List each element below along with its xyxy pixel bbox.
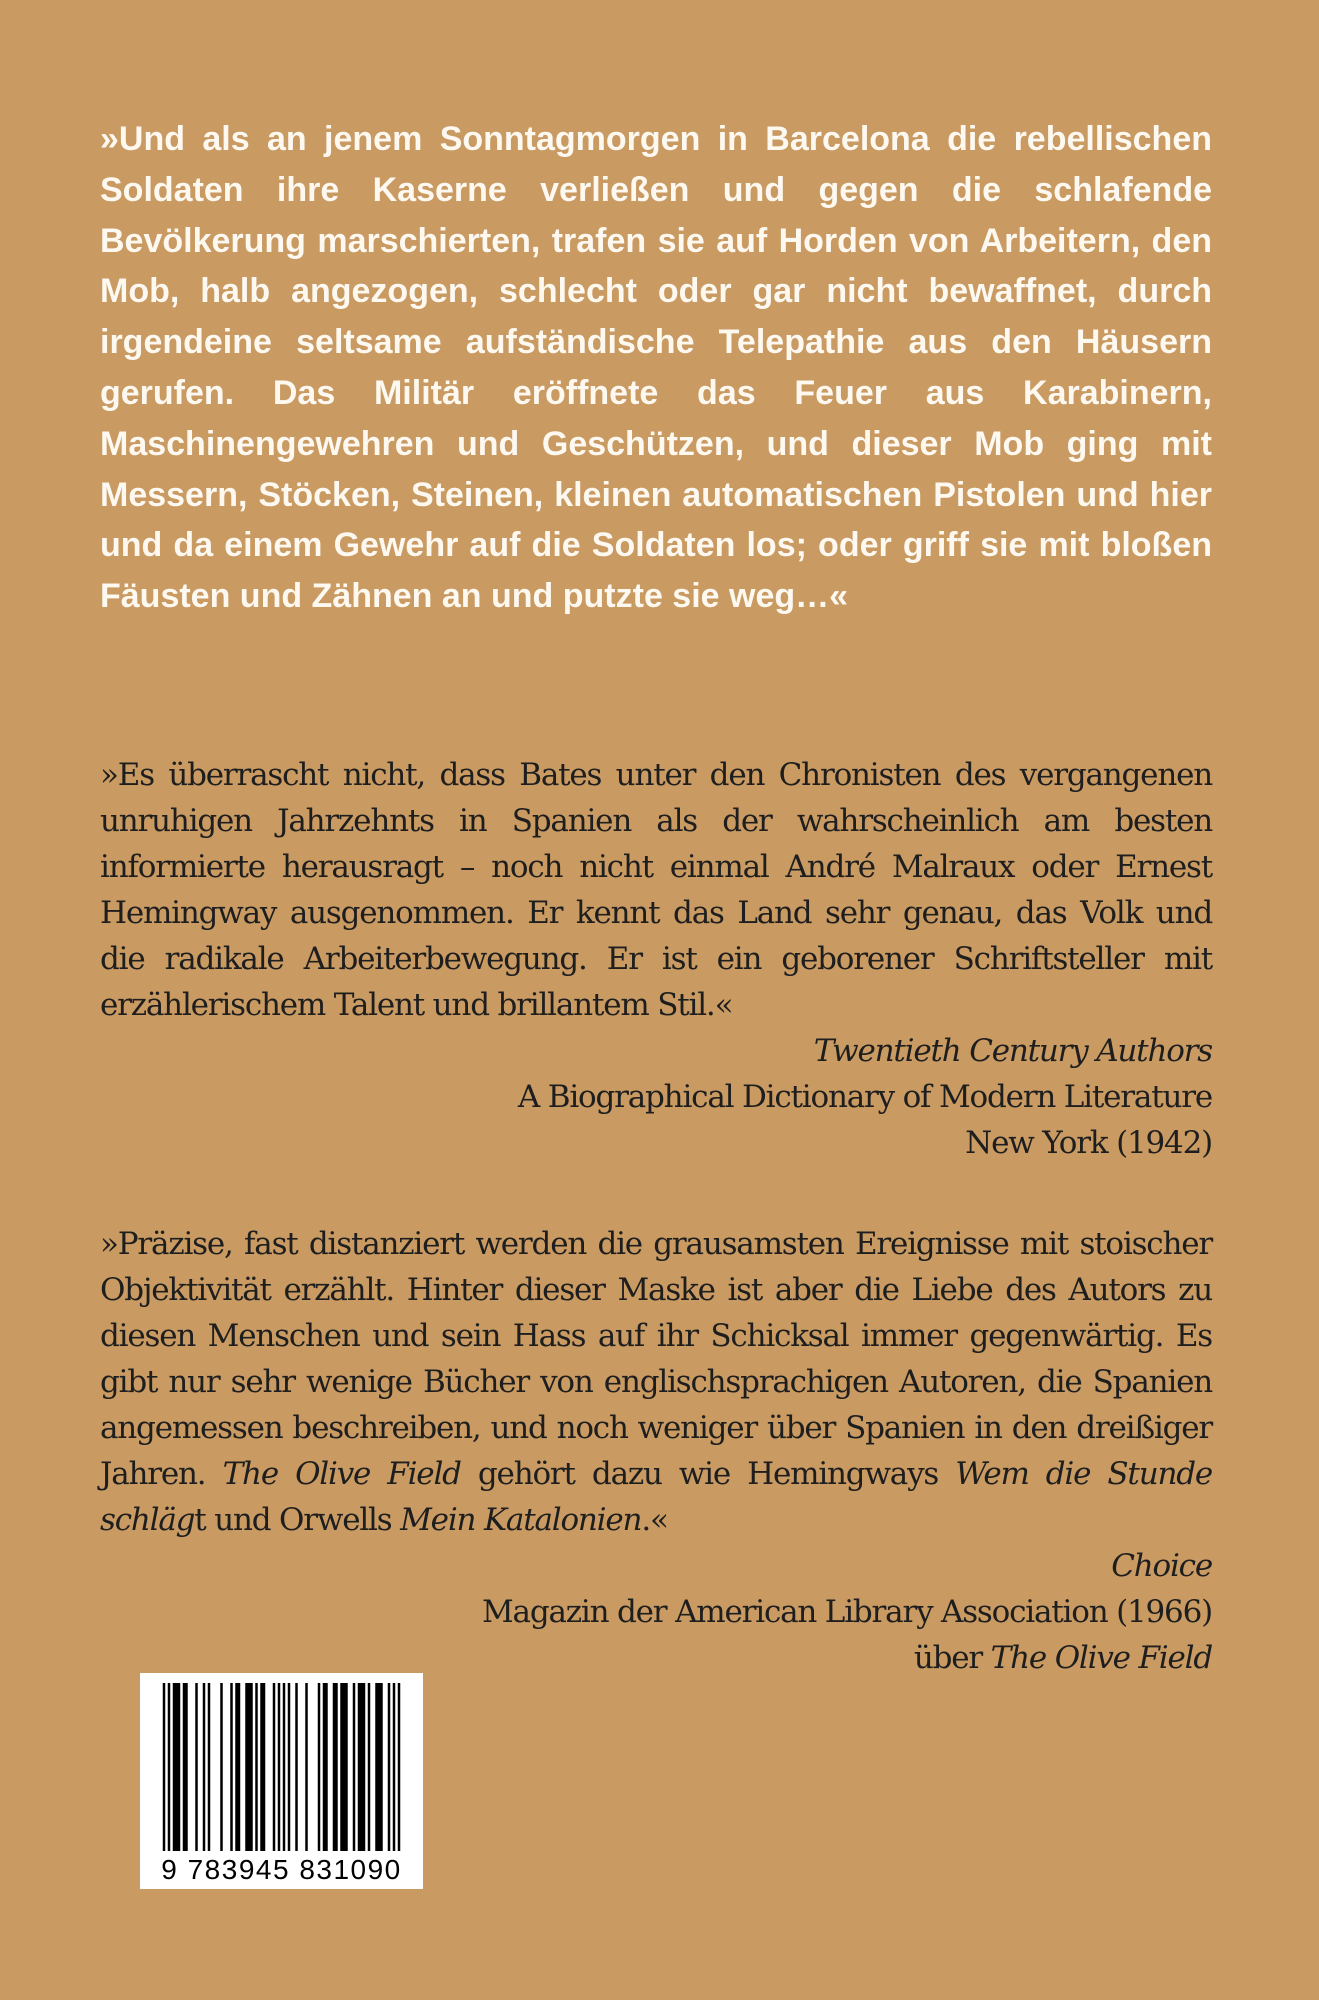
barcode-bar: [260, 1683, 265, 1851]
barcode-bar: [305, 1683, 308, 1851]
source-title: Choice: [1111, 1548, 1212, 1584]
barcode-bar: [163, 1683, 166, 1851]
barcode-bar: [288, 1683, 291, 1851]
quote-text: t und Orwells: [194, 1502, 401, 1538]
barcode-bar: [353, 1683, 356, 1851]
review-source-choice: [100, 1543, 1212, 1681]
barcode-bar: [340, 1683, 348, 1851]
review-quote-twentieth-century-authors: »Es überrascht nicht, dass Bates unter den Chronisten des vergangenen unruhigen Jahrzehnts in Spanien als der wahrscheinlich am besten informierte herausragt – noch nicht einmal André Malraux oder Ernest Hemingway ausgenommen. Er kennt das Land sehr genau, das Volk und die radikale Arbeiterbewegung. Er ist ein geborener Schriftsteller mit erzählerischem Talent und brillantem Stil.«: [100, 757, 1212, 1023]
book-title: The Olive Field: [222, 1456, 461, 1492]
isbn-number: 9 783945 831090: [161, 1854, 402, 1885]
barcode-bar: [255, 1683, 258, 1851]
barcode-bar: [283, 1683, 286, 1851]
barcode-bar: [195, 1683, 198, 1851]
source-title: Twentieth Century Authors: [813, 1033, 1212, 1069]
barcode-bar: [368, 1683, 371, 1851]
book-title: Mein Katalonien: [400, 1502, 642, 1538]
quote-text: .«: [641, 1502, 668, 1538]
excerpt-quote: »Und als an jenem Sonntagmorgen in Barcelona die rebellischen Soldaten ihre Kaserne verließen und gegen die schlafende Bevölkerung marschierten, trafen sie auf Horden von Arbeitern, den Mob, halb angezogen, schlecht oder gar nicht bewaffnet, durch irgendeine seltsame aufständische Telepathie aus den Häusern gerufen. Das Militär eröffnete das Feuer aus Karabinern, Maschinengewehren und Geschützen, und dieser Mob ging mit Messern, Stöcken, Steinen, kleinen automatischen Pistolen und hier und da einem Gewehr auf die Soldaten los; oder griff sie mit bloßen Fäusten und Zähnen an und putzte sie weg…«: [100, 120, 1212, 616]
barcode-bar: [245, 1683, 253, 1851]
source-about-prefix: über: [913, 1640, 991, 1676]
quote-text: gehört dazu wie Hemingways: [460, 1456, 956, 1492]
review-source-twentieth-century-authors: [100, 1028, 1212, 1166]
barcode-bar: [235, 1683, 240, 1851]
barcode-bar: [375, 1683, 383, 1851]
source-subtitle: A Biographical Dictionary of Modern Literature: [517, 1079, 1212, 1115]
barcode-bar: [168, 1683, 171, 1851]
barcode-bar: [398, 1683, 401, 1851]
barcode-bar: [358, 1683, 366, 1851]
book-title: Wem die Stunde schläg: [100, 1456, 1213, 1538]
barcode-bar: [230, 1683, 233, 1851]
barcode-bar: [388, 1683, 391, 1851]
barcode-bar: [273, 1683, 276, 1851]
barcode-bar: [323, 1683, 328, 1851]
barcode-bar: [183, 1683, 188, 1851]
isbn-barcode: [140, 1673, 423, 1889]
quote-text: »Präzise, fast distanziert werden die grausamsten Ereignisse mit stoischer Objektivität erzählt. Hinter dieser Maske ist aber die Liebe des Autors zu diesen Menschen und sein Hass auf ihr Schicksal immer gegenwärtig. Es gibt nur sehr wenige Bücher von englischsprachigen Autoren, die Spanien angemessen beschreiben, und noch weniger über Spanien in den dreißiger Jahren.: [100, 1226, 1212, 1492]
barcode-bar: [295, 1683, 298, 1851]
source-subtitle: Magazin der American Library Association (1966): [482, 1594, 1212, 1630]
barcode-bar: [173, 1683, 181, 1851]
barcode-bar: [220, 1683, 223, 1851]
review-quote-choice: [100, 1221, 1212, 1543]
source-place: New York (1942): [965, 1125, 1212, 1161]
source-about-title: The Olive Field: [990, 1640, 1212, 1676]
barcode-bar: [318, 1683, 321, 1851]
barcode-bar: [278, 1683, 281, 1851]
barcode-bar: [208, 1683, 211, 1851]
barcode-bar: [203, 1683, 206, 1851]
barcode-bar: [393, 1683, 396, 1851]
barcode-bar: [333, 1683, 338, 1851]
